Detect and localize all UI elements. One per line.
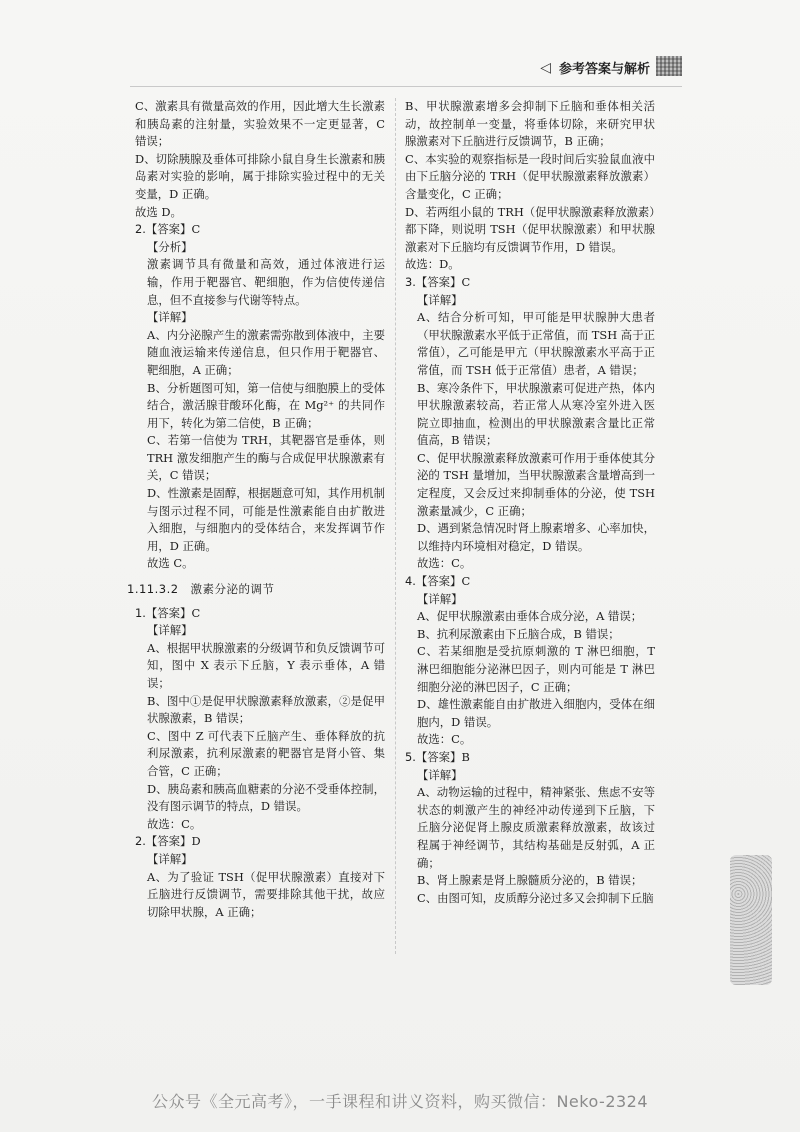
s1-line: C、图中 Z 可代表下丘脑产生、垂体释放的抗利尿激素，抗利尿激素的靶器官是肾小管、集合管，C 正确； (147, 728, 385, 778)
left-opening-3: 故选 D。 (135, 204, 182, 219)
s2-line: A、为了验证 TSH（促甲状腺激素）直接对下丘脑进行反馈调节，需要排除其他干扰，故应切除甲状腺，A 正确； (147, 869, 385, 919)
column-divider (395, 98, 396, 954)
right-column (405, 98, 655, 907)
side-tab-marker (730, 855, 772, 985)
s4-line: A、促甲状腺激素由垂体合成分泌，A 错误； (417, 609, 643, 624)
s2-detail-label: 【详解】 (147, 851, 193, 866)
s3-line: B、寒冷条件下，甲状腺激素可促进产热，体内甲状腺激素较高，若正常人从寒冷室外进入医院立即抽血，检测出的甲状腺激素含量比正常值高，B 错误； (417, 380, 655, 448)
s1-detail-label: 【详解】 (147, 623, 193, 638)
header-divider (130, 86, 682, 87)
s5-line: B、肾上腺素是肾上腺髓质分泌的，B 错误； (417, 873, 643, 888)
s3-line: C、促甲状腺激素释放激素可作用于垂体使其分泌的 TSH 量增加，当甲状腺激素含量增高到一定程度，又会反过来抑制垂体的分泌，使 TSH 激素量减少，C 正确； (417, 450, 655, 518)
q2-line: D、性激素是固醇，根据题意可知，其作用机制与图示过程不同，可能是性激素能自由扩散进入细胞，与细胞内的受体结合，来发挥调节作用，D 正确。 (147, 486, 385, 553)
q2-line: B、分析题图可知，第一信使与细胞膜上的受体结合，激活腺苷酸环化酶，在 Mg²⁺ 的共同作用下，转化为第二信使，B 正确； (147, 380, 385, 430)
s3-line: 故选：C。 (417, 556, 472, 571)
s3-detail-label: 【详解】 (417, 292, 463, 307)
s5-line: A、动物运输的过程中，精神紧张、焦虑不安等状态的刺激产生的神经冲动传递到下丘脑，下丘脑分泌促肾上腺皮质激素释放激素，故该过程属于神经调节，其结构基础是反射弧，A 正确； (417, 785, 655, 870)
s4-line: 故选：C。 (417, 732, 472, 747)
s1-line: D、胰岛素和胰高血糖素的分泌不受垂体控制，没有图示调节的特点，D 错误。 (147, 781, 385, 814)
s4-line: B、抗利尿激素由下丘脑合成，B 错误； (417, 626, 620, 641)
right-opening-1: B、甲状腺激素增多会抑制下丘脑和垂体相关活动，故控制单一变量，将垂体切除，来研究甲状腺激素对下丘脑进行反馈调节，B 正确； (405, 99, 655, 149)
s1-answer: 1.【答案】C (135, 605, 201, 620)
q2-line: C、若第一信使为 TRH，其靶器官是垂体，则 TRH 激发细胞产生的酶与合成促甲状腺激素有关，C 错误； (147, 433, 385, 483)
s1-line: A、根据甲状腺激素的分级调节和负反馈调节可知，图中 X 表示下丘脑，Y 表示垂体，A 错误； (147, 640, 385, 690)
left-opening-1: C、激素具有微量高效的作用，因此增大生长激素和胰岛素的注射量，实验效果不一定更显著，C 错误； (135, 99, 385, 149)
q2-answer: 2.【答案】C (135, 222, 201, 237)
s5-line: C、由图可知，皮质醇分泌过多又会抑制下丘脑 (417, 890, 654, 905)
q2-detail-label: 【详解】 (147, 310, 193, 325)
s5-detail-label: 【详解】 (417, 767, 463, 782)
q2-analysis: 激素调节具有微量和高效，通过体液进行运输，作用于靶器官、靶细胞，作为信使传递信息，但不直接参与代谢等特点。 (147, 257, 385, 307)
s5-answer: 5.【答案】B (405, 749, 470, 764)
qr-code-icon (656, 56, 682, 76)
s4-line: D、雄性激素能自由扩散进入细胞内，受体在细胞内，D 错误。 (417, 697, 655, 729)
s3-answer: 3.【答案】C (405, 274, 471, 289)
s4-line: C、若某细胞是受抗原刺激的 T 淋巴细胞，T 淋巴细胞能分泌淋巴因子，则内可能是 T 淋巴细胞分泌的淋巴因子，C 正确； (417, 644, 655, 694)
q2-line: A、内分泌腺产生的激素需弥散到体液中，主要随血液运输来传递信息，但只作用于靶器官、靶细胞，A 正确； (147, 327, 385, 377)
right-opening-3: D、若两组小鼠的 TRH（促甲状腺激素释放激素）都下降，则说明 TSH（促甲状腺激素）和甲状腺激素对下丘脑均有反馈调节作用，D 错误。 (405, 204, 655, 254)
s1-line: B、图中①是促甲状腺激素释放激素，②是促甲状腺激素，B 错误； (147, 693, 385, 726)
left-opening-2: D、切除胰腺及垂体可排除小鼠自身生长激素和胰岛素对实验的影响，属于排除实验过程中的无关变量，D 正确。 (135, 151, 385, 201)
section-title: 1.11.3.2 激素分泌的调节 (127, 582, 275, 597)
s3-line: D、遇到紧急情况时肾上腺素增多、心率加快，以维持内环境相对稳定，D 错误。 (417, 521, 655, 553)
s1-line: 故选：C。 (147, 816, 202, 831)
watermark-footer: 公众号《全元高考》，一手课程和讲义资料，购买微信：Neko-2324 (151, 1092, 649, 1111)
q2-analysis-label: 【分析】 (147, 239, 193, 254)
left-column (127, 98, 385, 921)
s2-answer: 2.【答案】D (135, 834, 201, 849)
s3-line: A、结合分析可知，甲可能是甲状腺肿大患者（甲状腺激素水平低于正常值，而 TSH 高于正常值），乙可能是甲亢（甲状腺激素水平高于正常值，而 TSH 低于正常值）患者，A 错误； (417, 310, 655, 377)
back-arrow-icon: ◁ (540, 59, 551, 76)
header-title: 参考答案与解析 (558, 62, 650, 77)
right-opening-2: C、本实验的观察指标是一段时间后实验鼠血液中由下丘脑分泌的 TRH（促甲状腺激素释放激素）含量变化，C 正确； (405, 151, 655, 201)
right-opening-4: 故选：D。 (405, 257, 460, 272)
s4-detail-label: 【详解】 (417, 591, 463, 606)
s4-answer: 4.【答案】C (405, 574, 471, 589)
page-header (540, 58, 650, 77)
q2-line: 故选 C。 (147, 556, 194, 571)
